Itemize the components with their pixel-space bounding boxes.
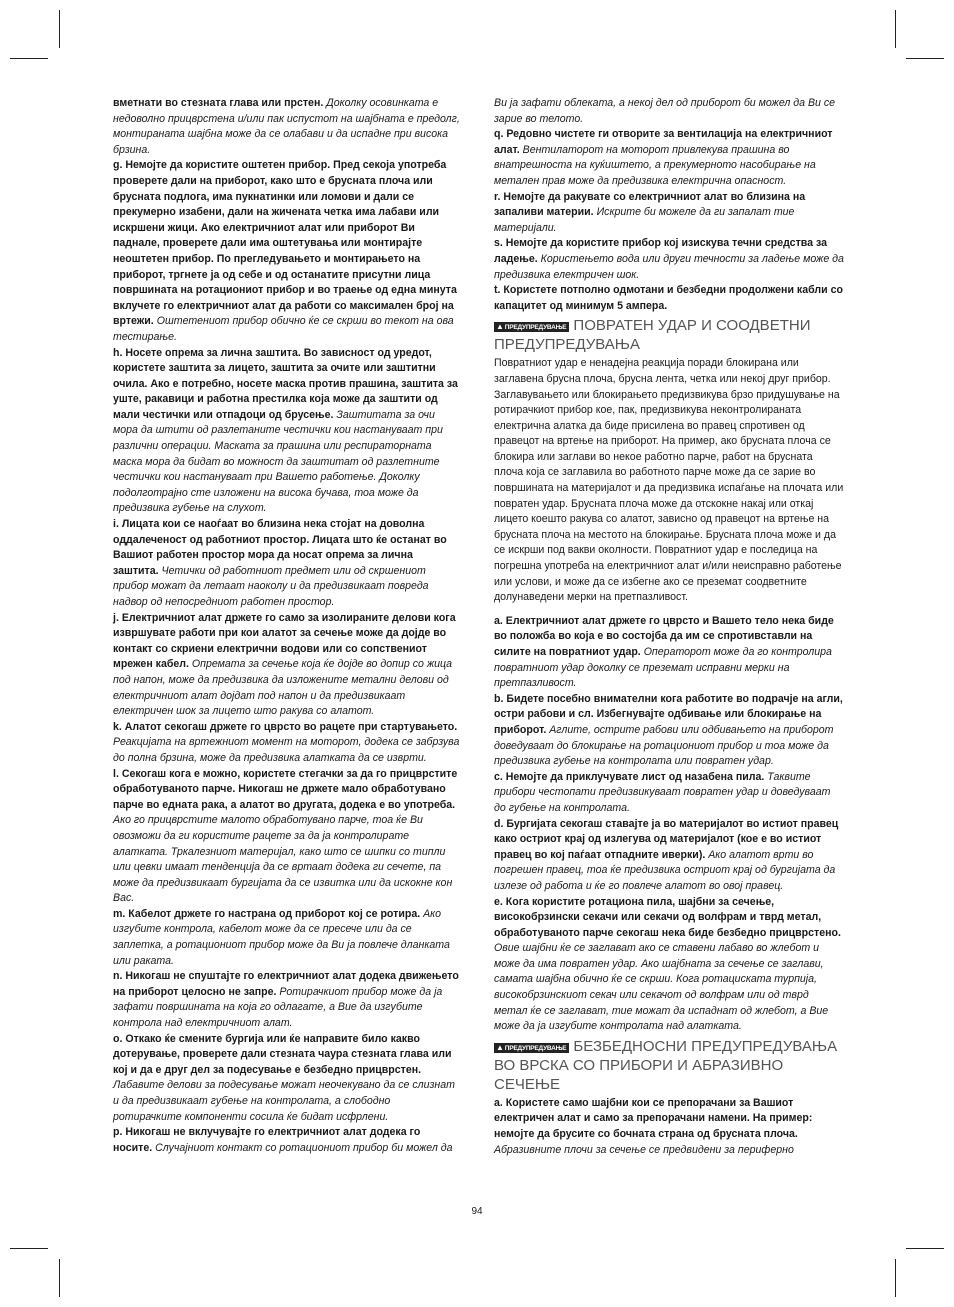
paragraph-italic: Заштитата за очи мора да штити од разлетаните честички кои настануваат при различни операции. Маската за прашина или респираторната маска мора да бидат во можност да заштитат од разлетните честички кои настануваат при Вашето работење. Доколку подолготрајно сте изложени на висока бучава, тоа може да предизвика губење на слухот.	[113, 408, 443, 515]
crop-mark	[895, 1259, 896, 1297]
paragraph-bold: вметнати во стезната глава или прстен.	[113, 97, 324, 109]
paragraph-italic: Ако алатот врти во погрешен правец, тоа ќе предизвика остриот крај од бургијата да излезе од работа и ќе го повлече алатот во овој правец.	[494, 848, 836, 892]
paragraph-bold: b. Бидете посебно внимателни кога работите во подрачје на агли, остри рабови и сл. Избегнувајте одбивање или блокирање на приборот.	[494, 692, 843, 736]
paragraph-bold: l. Секогаш кога е можно, користете стегачки за да го прицврстите обработуваното парче. Никогаш не држете мало обработувано парче во едната рака, а алатот во другата, додека е во употреба.	[113, 767, 458, 811]
paragraph	[113, 346, 461, 518]
paragraph	[113, 611, 461, 720]
paragraph-bold: n. Никогаш не спуштајте го електричниот алат додека движењето на приборот целосно не запре.	[113, 970, 459, 998]
paragraph-italic: Ако го прицврстите малото обработувано парче, тоа ќе Ви овозможи да ги користите рацете за да ја контролирате алатката. Тркалезниот материјал, како што се шипки со типли или цевки имаат тенденција да се вртаат додека ги сечете, па може да предизвикаат бургијата да се извитка или да искокне кон Вас.	[113, 814, 453, 905]
section-body: Повратниот удар е ненадејна реакција поради блокирана или заглавена брусна плоча, брусна лента, четка или некој друг прибор. Заглавувањето или блокирањето предизвикува брзо придушување на ротирачкиот прибор кое, пак, предизвикува неконтролираната електрична алатка да биде присилена во правец спротивен од правецот на вртење на приборот. На пример, ако брусната плоча се блокира или заглави во некое работно парче, работ на брусната плоча која се заглавила во работното парче може да се зарие во површината на материјалот и да предизвика испаѓање на плочата или повратен удар. Брусната плоча може да отскокне накај или откај лицето коешто ракува со алатот, зависно од правецот на вртење на брусната плоча на местото на блокирање. Брусната плоча може и да се искрши под вакви околности. Повратниот удар е последица на погрешна употреба на електричниот алат и/или неисправно работење или услови, и може да се избегне ако се преземат соодветните долунаведени мерки на претпазливост.	[494, 357, 844, 604]
paragraph	[494, 614, 844, 692]
paragraph-italic: Ротирачкиот прибор може да ја зафати површината на која го одлагате, а Вие да изгубите контрола над електричниот алат.	[113, 985, 443, 1030]
paragraph-bold: g. Немојте да користите оштетен прибор. Пред секоја употреба проверете дали на приборот, како што е брусната плоча или брусната подлога, има пукнатинки или ломови и дали се прекумерно изабени, дали на жичената четка има лабави или искршени жици. Ако електричниот алат или приборот Ви падналe, проверете дали има оштетувања или монтирајте неоштетен прибор. По прегледувањето и монтирањето на приборот, тргнете ја од себе и од останатите присутни лица површината на ротациониот прибор и во траење од една минута вклучете го електричниот алат да работи со максимален број на вртежи.	[113, 159, 457, 328]
crop-mark	[10, 58, 48, 59]
crop-mark	[59, 1259, 60, 1297]
paragraph	[113, 517, 461, 611]
paragraph-italic: Таквите прибори честопати предизвикуваат повратен удар и доведуваат до губење на контролата.	[494, 770, 831, 814]
paragraph	[494, 190, 844, 237]
paragraph-bold: m. Кабелот држете го настрана од приборот кој се ротира.	[113, 907, 421, 920]
paragraph-bold: o. Откако ќе смените бургија или ќе направите било какво дотерување, проверете дали стезната чаура стезната глава или кој и да е друг дел за подесување е безбедно прицврстен.	[113, 1032, 452, 1076]
paragraph	[494, 1096, 844, 1158]
paragraph-italic: Реакцијата на вртежниот момент на моторот, додека се забрзува до полна брзина, може да предизвика алатката да се изврти.	[113, 736, 460, 764]
crop-mark	[10, 1248, 48, 1249]
paragraph-bold: s. Немојте да користите прибор кој изискува течни средства за ладење.	[494, 237, 827, 265]
paragraph-italic: Лабавите делови за подесување можат неочекувано да се слизнат и да предизвикаат губење на контролата, а слободно ротирачките компоненти сосила ќе бидат исфрлени.	[113, 1079, 455, 1123]
crop-mark	[906, 1248, 944, 1249]
paragraph-bold: c. Немојте да приклучувате лист од назабена пила.	[494, 770, 765, 783]
paragraph	[494, 817, 844, 895]
paragraph-italic: Овие шајбни ќе се заглават ако се ставени лабаво во жлебот и може да има повратен удар. Ако шајбната за сечење се заглави, самата шајбна обично ќе се скрши. Кога ротациската турпија, високобрзинскиот секач или секачот од волфрам или од тврд метал ќе се заглават, тие можат да испаднат од жлебот, а Вие може да ја изгубите контролата над алатката.	[494, 942, 829, 1033]
section-title: ПОВРАТЕН УДАР И СООДВЕТНИ ПРЕДУПРЕДУВАЊА	[494, 317, 811, 354]
paragraph-italic: Четички од работниот предмет или од скршениот прибор можат да летаат наоколу и да предизвикаат повреда надвор од непосредниот работен простор.	[113, 564, 429, 608]
warning-label: ▲ПРЕДУПРЕДУВАЊЕ	[494, 322, 569, 332]
page-number: 94	[471, 1206, 483, 1217]
paragraph	[113, 1032, 461, 1126]
paragraph-bold: a. Електричниот алат држете го цврсто и Вашето тело нека биде во положба во која е во состојба да им се спротивставли на силите на повратниот удар.	[494, 614, 834, 658]
paragraph	[113, 96, 461, 158]
paragraph-bold: p. Никогаш не вклучувајте го електричниот алат додека го носите.	[113, 1126, 421, 1154]
warning-triangle-icon: ▲	[496, 322, 504, 332]
section-title: БЕЗБЕДНОСНИ ПРЕДУПРЕДУВАЊА ВО ВРСКА СО ПРИБОРИ И АБРАЗИВНО СЕЧЕЊЕ	[494, 1037, 838, 1093]
paragraph-bold: e. Кога користите ротациона пила, шајбни за сечење, високобрзински секачи или секачи од волфрам и тврд метал, обработуваното парче секогаш нека биде безбедно прицврстено.	[494, 895, 841, 939]
paragraph	[494, 236, 844, 283]
warning-triangle-icon: ▲	[496, 1042, 504, 1052]
paragraph-italic: Операторот може да го контролира повратниот удар доколку се преземат исправни мерки на претпазливост.	[494, 646, 832, 690]
crop-mark	[59, 10, 60, 48]
paragraph-bold: k. Алатот секогаш држете го цврсто во рацете при стартувањето.	[113, 720, 458, 733]
paragraph-italic: Случајниот контакт со ротациониот прибор би можел да	[152, 1141, 453, 1154]
paragraph-bold: q. Редовно чистете ги отворите за вентилација на електричниот алат.	[494, 128, 833, 156]
paragraph-italic: Оштетениот прибор обично ќе се скрши во текот на ова тестирање.	[113, 315, 454, 343]
crop-mark	[906, 58, 944, 59]
section-heading-accessories	[494, 1037, 844, 1094]
paragraph-bold: j. Електричниот алат држете го само за изолираните делови кога извршувате работи при кои алатот за сечење може да дојде во контакт со скриени електрични водови или со сопствениот мрежен кабел.	[113, 611, 456, 671]
paragraph-bold: t. Користете потполно одмотани и безбедни продолжени кабли со капацитет од минимум 5 ампера.	[494, 284, 843, 312]
paragraph-italic: Доколку осовинката е недоволно прицврстена и/или пак испустот на шајбната е предолг, монтираната шајбна може да се олабави и да испадне при висока брзина.	[113, 97, 460, 156]
paragraph-italic: Абразивните плочи за сечење се предвидени за периферно	[494, 1143, 794, 1156]
paragraph-bold: d. Бургијата секогаш ставајте ја во материјалот во истиот правец како остриот крај од излегува од материјалот (кое е во истиот правец во кој паѓаат отпаднитe иверки).	[494, 817, 839, 861]
paragraph-italic: Ви ја зафати облеката, а некој дел од приборот би можел да Ви се зарие во телото.	[494, 97, 836, 125]
left-column	[113, 96, 461, 1156]
paragraph	[494, 283, 844, 314]
crop-mark	[895, 10, 896, 48]
paragraph-italic: Аглите, острите рабови или одбивањето на приборот доведуваат до блокирање на ротациониот прибор и тоа може да предизвика губење на контролата или повратен удар.	[494, 723, 834, 768]
paragraph-italic: Ако изгубите контрола, кабелот може да се пресече или да се заплетка, а ротациониот прибор може да Ви ја повлече дланката или раката.	[113, 907, 450, 967]
paragraph-italic: Вентилаторот на моторот привлекува прашина во внатрешноста на куќиштето, а прекумерното насобирање на метален прав може да предизвика електрична опасност.	[494, 143, 816, 187]
section-heading-kickback	[494, 316, 844, 354]
right-column	[494, 96, 844, 1158]
paragraph-italic: Искрите би можеле да ги запалат тие материјали.	[494, 206, 795, 234]
paragraph-bold: i. Лицата кои се наоѓаат во близина нека стојат на доволна оддалеченост од работниот простор. Лицата што ќе останат во Вашиот работен простор мора да носат опрема за лична заштита.	[113, 518, 447, 577]
paragraph	[113, 1125, 461, 1156]
paragraph	[494, 692, 844, 770]
paragraph	[113, 907, 461, 969]
paragraph	[113, 720, 461, 767]
warning-label: ▲ПРЕДУПРЕДУВАЊЕ	[494, 1043, 569, 1053]
paragraph	[494, 895, 844, 1035]
paragraph-bold: a. Користете само шајбни кои се препорачани за Вашиот електричен алат и само за препорачани намени. На пример: немојте да брусите со бочната страна од брусната плоча.	[494, 1096, 813, 1141]
paragraph	[113, 158, 461, 345]
paragraph	[494, 770, 844, 817]
paragraph	[113, 969, 461, 1031]
paragraph-italic: Користењето вода или други течности за ладење може да предизвика електричен шок.	[494, 252, 844, 281]
paragraph	[494, 96, 844, 127]
paragraph-bold: h. Носете опрема за лична заштита. Во зависност од уредот, користете заштита за лицето, заштита за очите или заштитни очила. Ако е потребно, носете маска против прашина, заштита за уште, ракавици и работна престилка која може да заштити од мали честички или отпадоци од брусење.	[113, 346, 458, 421]
paragraph-bold: r. Немојте да ракувате со електричниот алат во близина на запаливи материи.	[494, 190, 806, 219]
paragraph-italic: Опремата за сечење која ќе дојде во допир со жица под напон, може да предизвика да изложените метални делови од електричниот алат дојдат под напон и да предизвикаат електричен шок за лицето што ракува со алатот.	[113, 658, 453, 718]
paragraph	[113, 767, 461, 907]
paragraph	[494, 127, 844, 189]
